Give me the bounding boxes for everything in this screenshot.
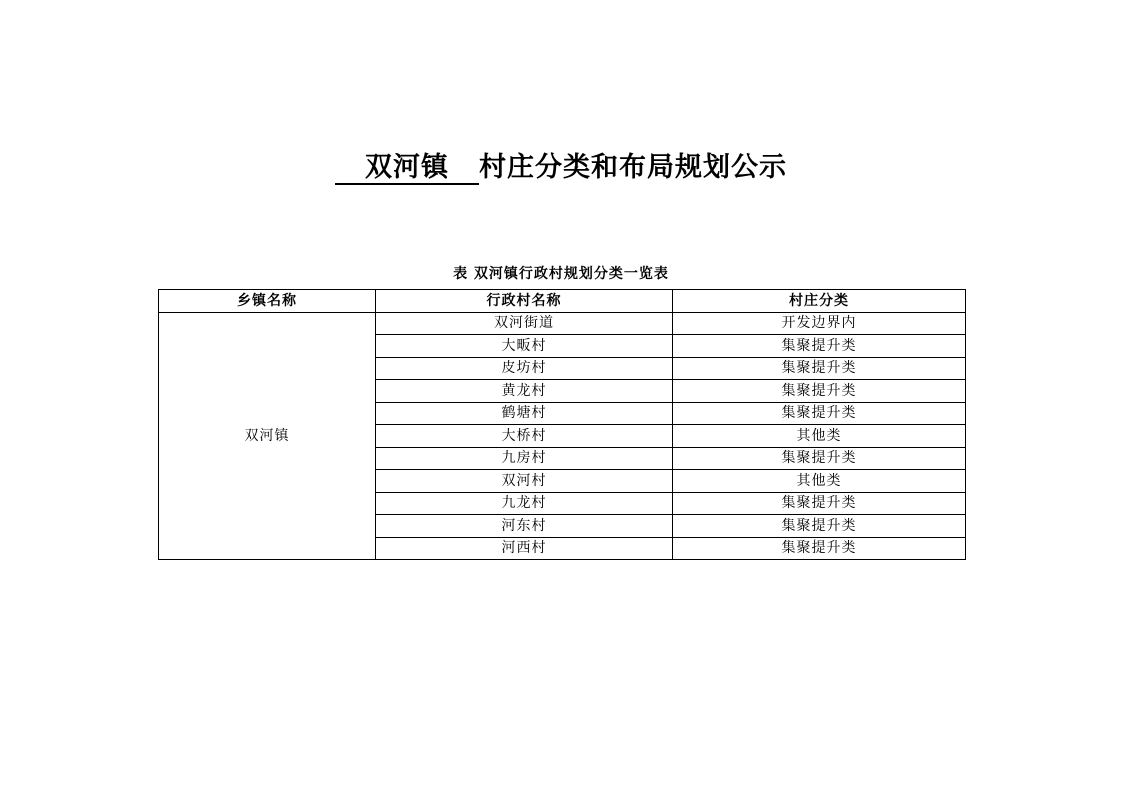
village-name-cell: 皮坊村 <box>376 357 673 380</box>
table-caption: 表 双河镇行政村规划分类一览表 <box>453 266 669 282</box>
header-village-category: 村庄分类 <box>673 290 966 313</box>
village-category-cell: 集聚提升类 <box>673 447 966 470</box>
town-name-cell: 双河镇 <box>159 312 376 560</box>
village-category-cell: 集聚提升类 <box>673 537 966 560</box>
village-name-cell: 九房村 <box>376 447 673 470</box>
village-name-cell: 河西村 <box>376 537 673 560</box>
village-category-cell: 集聚提升类 <box>673 402 966 425</box>
header-town-name: 乡镇名称 <box>159 290 376 313</box>
village-name-cell: 大畈村 <box>376 335 673 358</box>
village-classification-table <box>158 289 966 560</box>
village-name-cell: 鹤塘村 <box>376 402 673 425</box>
village-category-cell: 集聚提升类 <box>673 515 966 538</box>
village-name-cell: 大桥村 <box>376 425 673 448</box>
village-category-cell: 开发边界内 <box>673 312 966 335</box>
village-name-cell: 河东村 <box>376 515 673 538</box>
table-header-row <box>159 290 966 313</box>
table-row <box>159 312 966 335</box>
village-category-cell: 集聚提升类 <box>673 335 966 358</box>
village-name-cell: 黄龙村 <box>376 380 673 403</box>
title-suffix: 村庄分类和布局规划公示 <box>479 152 787 183</box>
village-category-cell: 其他类 <box>673 425 966 448</box>
page-title <box>0 150 1122 186</box>
title-town-blank: 双河镇 <box>335 153 479 185</box>
village-category-cell: 集聚提升类 <box>673 380 966 403</box>
village-category-cell: 集聚提升类 <box>673 492 966 515</box>
header-village-name: 行政村名称 <box>376 290 673 313</box>
village-name-cell: 双河村 <box>376 470 673 493</box>
village-category-cell: 其他类 <box>673 470 966 493</box>
village-name-cell: 双河街道 <box>376 312 673 335</box>
village-name-cell: 九龙村 <box>376 492 673 515</box>
village-category-cell: 集聚提升类 <box>673 357 966 380</box>
